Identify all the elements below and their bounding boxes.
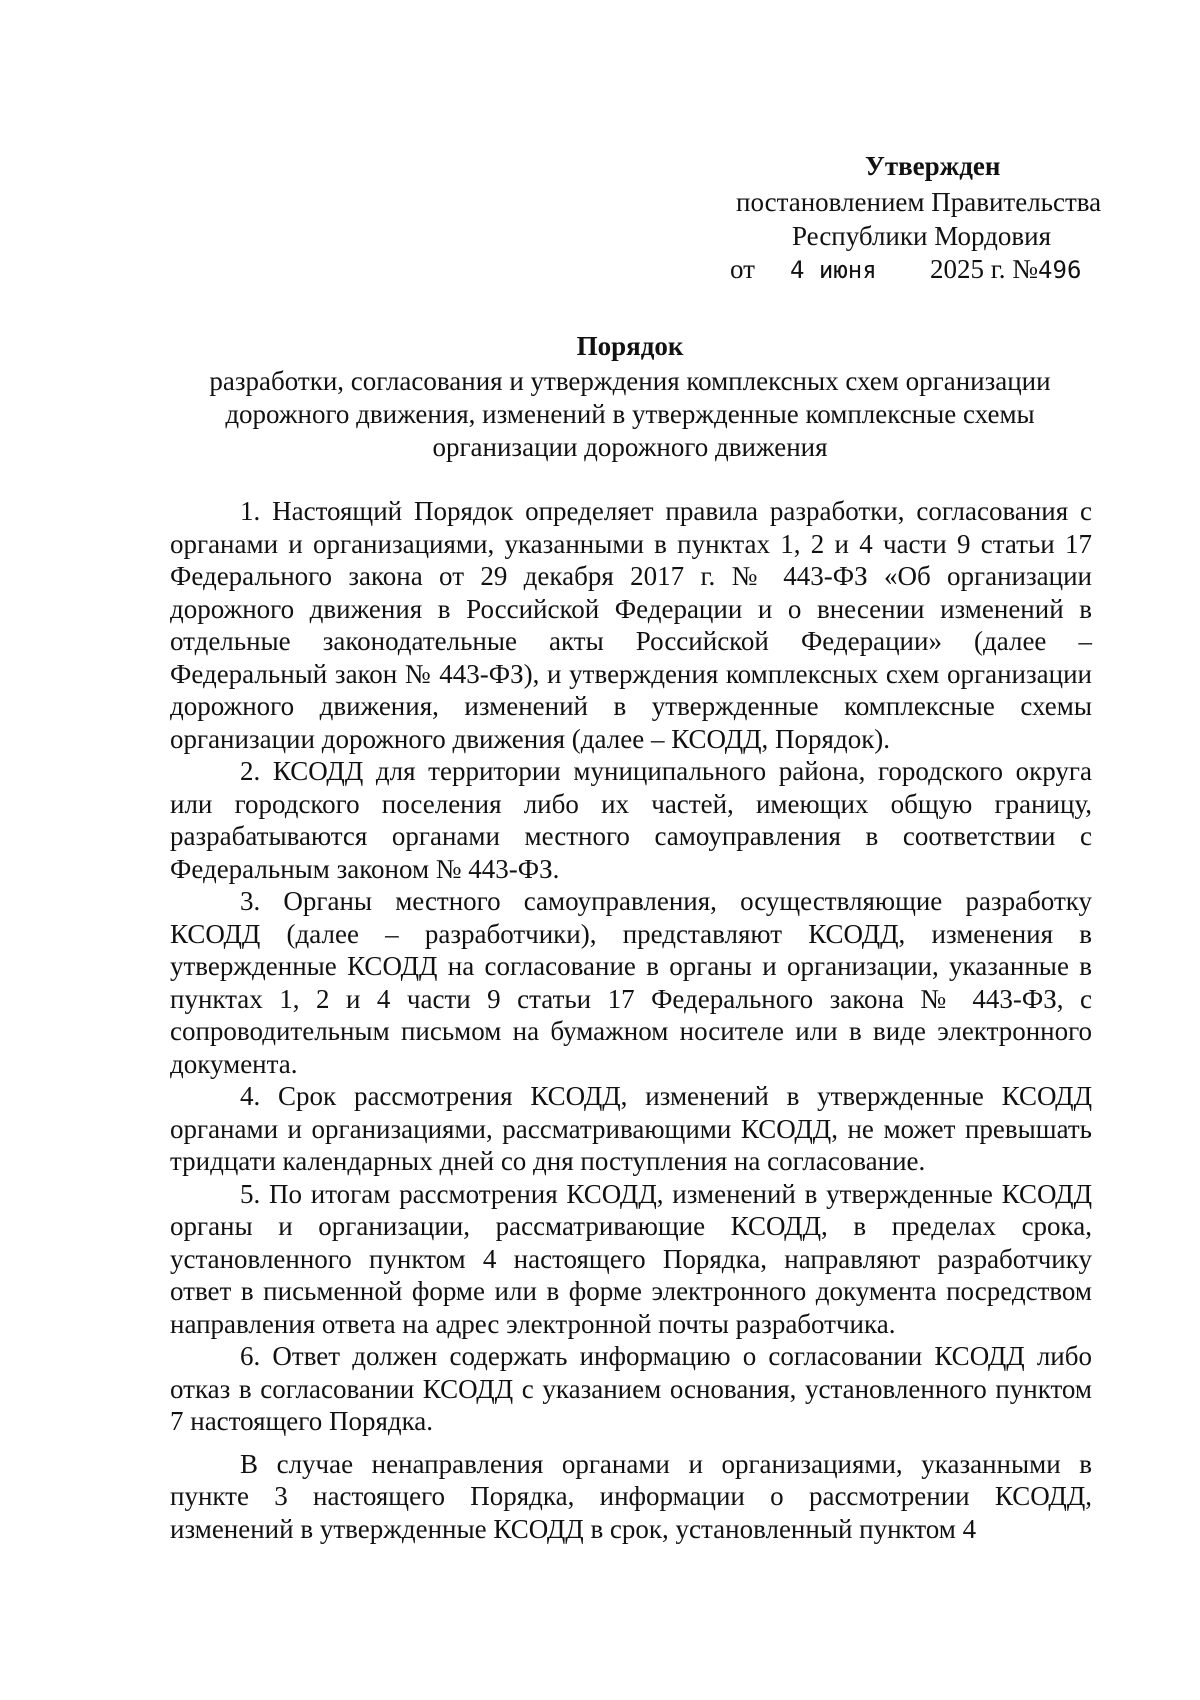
paragraph-4: 4. Срок рассмотрения КСОДД, изменений в утвержденные КСОДД органами и организациями, рассматривающими КСОДД, не может превышать тридцати календарных дней со дня поступления на согласование.	[170, 1081, 1092, 1176]
document-heading	[170, 330, 1090, 464]
approval-number: 496	[1038, 256, 1082, 284]
approval-region-line: Республики Мордовия	[792, 221, 1052, 251]
document-subtitle-line: организации дорожного движения	[432, 432, 828, 462]
paragraph-3: 3. Органы местного самоуправления, осуществляющие разработку КСОДД (далее – разработчики), представляют КСОДД, изменения в утвержденные КСОДД на согласование в органы и организации, указанные в пунктах 1, 2 и 4 части 9 статьи 17 Федерального закона № 443-ФЗ, с сопроводительным письмом на бумажном носителе или в виде электронного документа.	[170, 886, 1092, 1079]
approval-date-year: 2025 г. №	[930, 254, 1039, 284]
paragraph-2: 2. КСОДД для территории муниципального района, городского округа или городского поселения либо их частей, имеющих общую границу, разрабатываются органами местного самоуправления в соответствии с Федеральным законом № 443-ФЗ.	[170, 756, 1092, 884]
approval-title: Утвержден	[865, 151, 1001, 181]
approval-date-day: 4 июня	[790, 256, 877, 284]
document-title: Порядок	[576, 331, 684, 361]
approval-date-row	[730, 253, 1081, 287]
document-subtitle-line: разработки, согласования и утверждения комплексных схем организации	[209, 366, 1051, 396]
document-subtitle-line: дорожного движения, изменений в утвержденные комплексные схемы	[225, 399, 1035, 429]
paragraph-1: 1. Настоящий Порядок определяет правила разработки, согласования с органами и организациями, указанными в пунктах 1, 2 и 4 части 9 статьи 17 Федерального закона от 29 декабря 2017 г. № 443-ФЗ «Об организации дорожного движения в Российской Федерации и о внесении изменений в отдельные законодательные акты Российской Федерации» (далее – Федеральный закон № 443-ФЗ), и утверждения комплексных схем организации дорожного движения, изменений в утвержденные комплексные схемы организации дорожного движения (далее – КСОДД, Порядок).	[170, 496, 1092, 754]
document-body	[170, 495, 1092, 1545]
approval-date-prefix: от	[730, 254, 755, 284]
approval-issuer-line: постановлением Правительства	[736, 187, 1102, 217]
paragraph-5: 5. По итогам рассмотрения КСОДД, изменений в утвержденные КСОДД органы и организации, рассматривающие КСОДД, в пределах срока, установленного пунктом 4 настоящего Порядка, направляют разработчику ответ в письменной форме или в форме электронного документа посредством направления ответа на адрес электронной почты разработчика.	[170, 1178, 1092, 1339]
paragraph-6-continuation: В случае ненаправления органами и организациями, указанными в пункте 3 настоящего Порядка, информации о рассмотрении КСОДД, изменений в утвержденные КСОДД в срок, установленный пунктом 4	[170, 1448, 1092, 1544]
paragraph-6: 6. Ответ должен содержать информацию о согласовании КСОДД либо отказ в согласовании КСОДД с указанием основания, установленного пунктом 7 настоящего Порядка.	[170, 1341, 1092, 1436]
